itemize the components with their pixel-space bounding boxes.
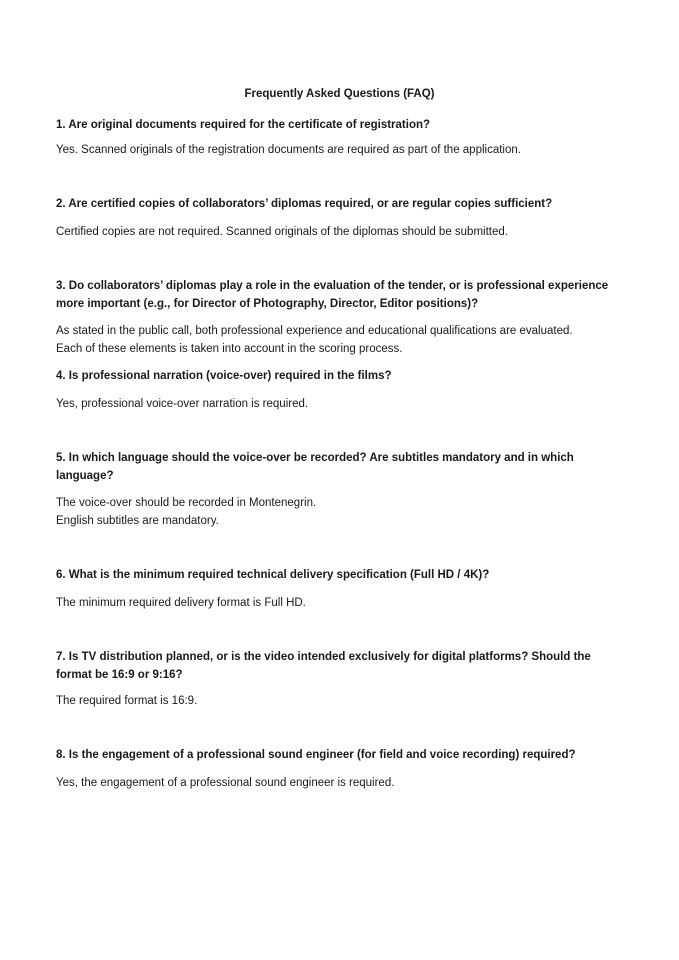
faq-question-line: more important (e.g., for Director of Photography, Director, Editor positions)? [56, 298, 479, 310]
faq-answer-line: The voice-over should be recorded in Montenegrin. [56, 497, 317, 509]
faq-answer-line: English subtitles are mandatory. [56, 515, 219, 527]
faq-answer-line: The required format is 16:9. [56, 695, 198, 707]
faq-question-8: 8. Is the engagement of a professional sound engineer (for field and voice recording) required? [56, 749, 576, 761]
faq-question-line: format be 16:9 or 9:16? [56, 669, 183, 681]
faq-question-7 [56, 648, 631, 684]
faq-answer-line: Certified copies are not required. Scanned originals of the diplomas should be submitted. [56, 226, 508, 238]
faq-question-line: 7. Is TV distribution planned, or is the video intended exclusively for digital platforms? Should the [56, 651, 591, 663]
faq-answer-line: Yes, professional voice-over narration is required. [56, 398, 309, 410]
faq-answer-1 [56, 141, 636, 159]
page-title: Frequently Asked Questions (FAQ) [244, 88, 435, 100]
faq-question-line: 5. In which language should the voice-over be recorded? Are subtitles mandatory and in which [56, 452, 574, 464]
faq-answer-3 [56, 322, 636, 358]
faq-answer-2 [56, 223, 636, 241]
faq-question-6: 6. What is the minimum required technical delivery specification (Full HD / 4K)? [56, 569, 490, 581]
faq-question-5 [56, 449, 631, 485]
faq-question-line: 3. Do collaborators’ diplomas play a role in the evaluation of the tender, or is professional experience [56, 280, 609, 292]
faq-answer-7 [56, 692, 636, 710]
faq-question-3 [56, 277, 631, 313]
faq-question-1: 1. Are original documents required for the certificate of registration? [56, 119, 431, 131]
faq-answer-line: Yes, the engagement of a professional sound engineer is required. [56, 777, 395, 789]
faq-question-2: 2. Are certified copies of collaborators’ diplomas required, or are regular copies sufficient? [56, 198, 553, 210]
faq-answer-line: Each of these elements is taken into account in the scoring process. [56, 343, 403, 355]
faq-answer-line: As stated in the public call, both professional experience and educational qualifications are evaluated. [56, 325, 573, 337]
faq-answer-line: Yes. Scanned originals of the registration documents are required as part of the application. [56, 144, 521, 156]
faq-question-4: 4. Is professional narration (voice-over) required in the films? [56, 370, 392, 382]
faq-answer-5 [56, 494, 636, 530]
faq-answer-4 [56, 395, 636, 413]
faq-answer-8 [56, 774, 636, 792]
faq-answer-6 [56, 594, 636, 612]
faq-question-line: language? [56, 470, 114, 482]
faq-answer-line: The minimum required delivery format is Full HD. [56, 597, 306, 609]
